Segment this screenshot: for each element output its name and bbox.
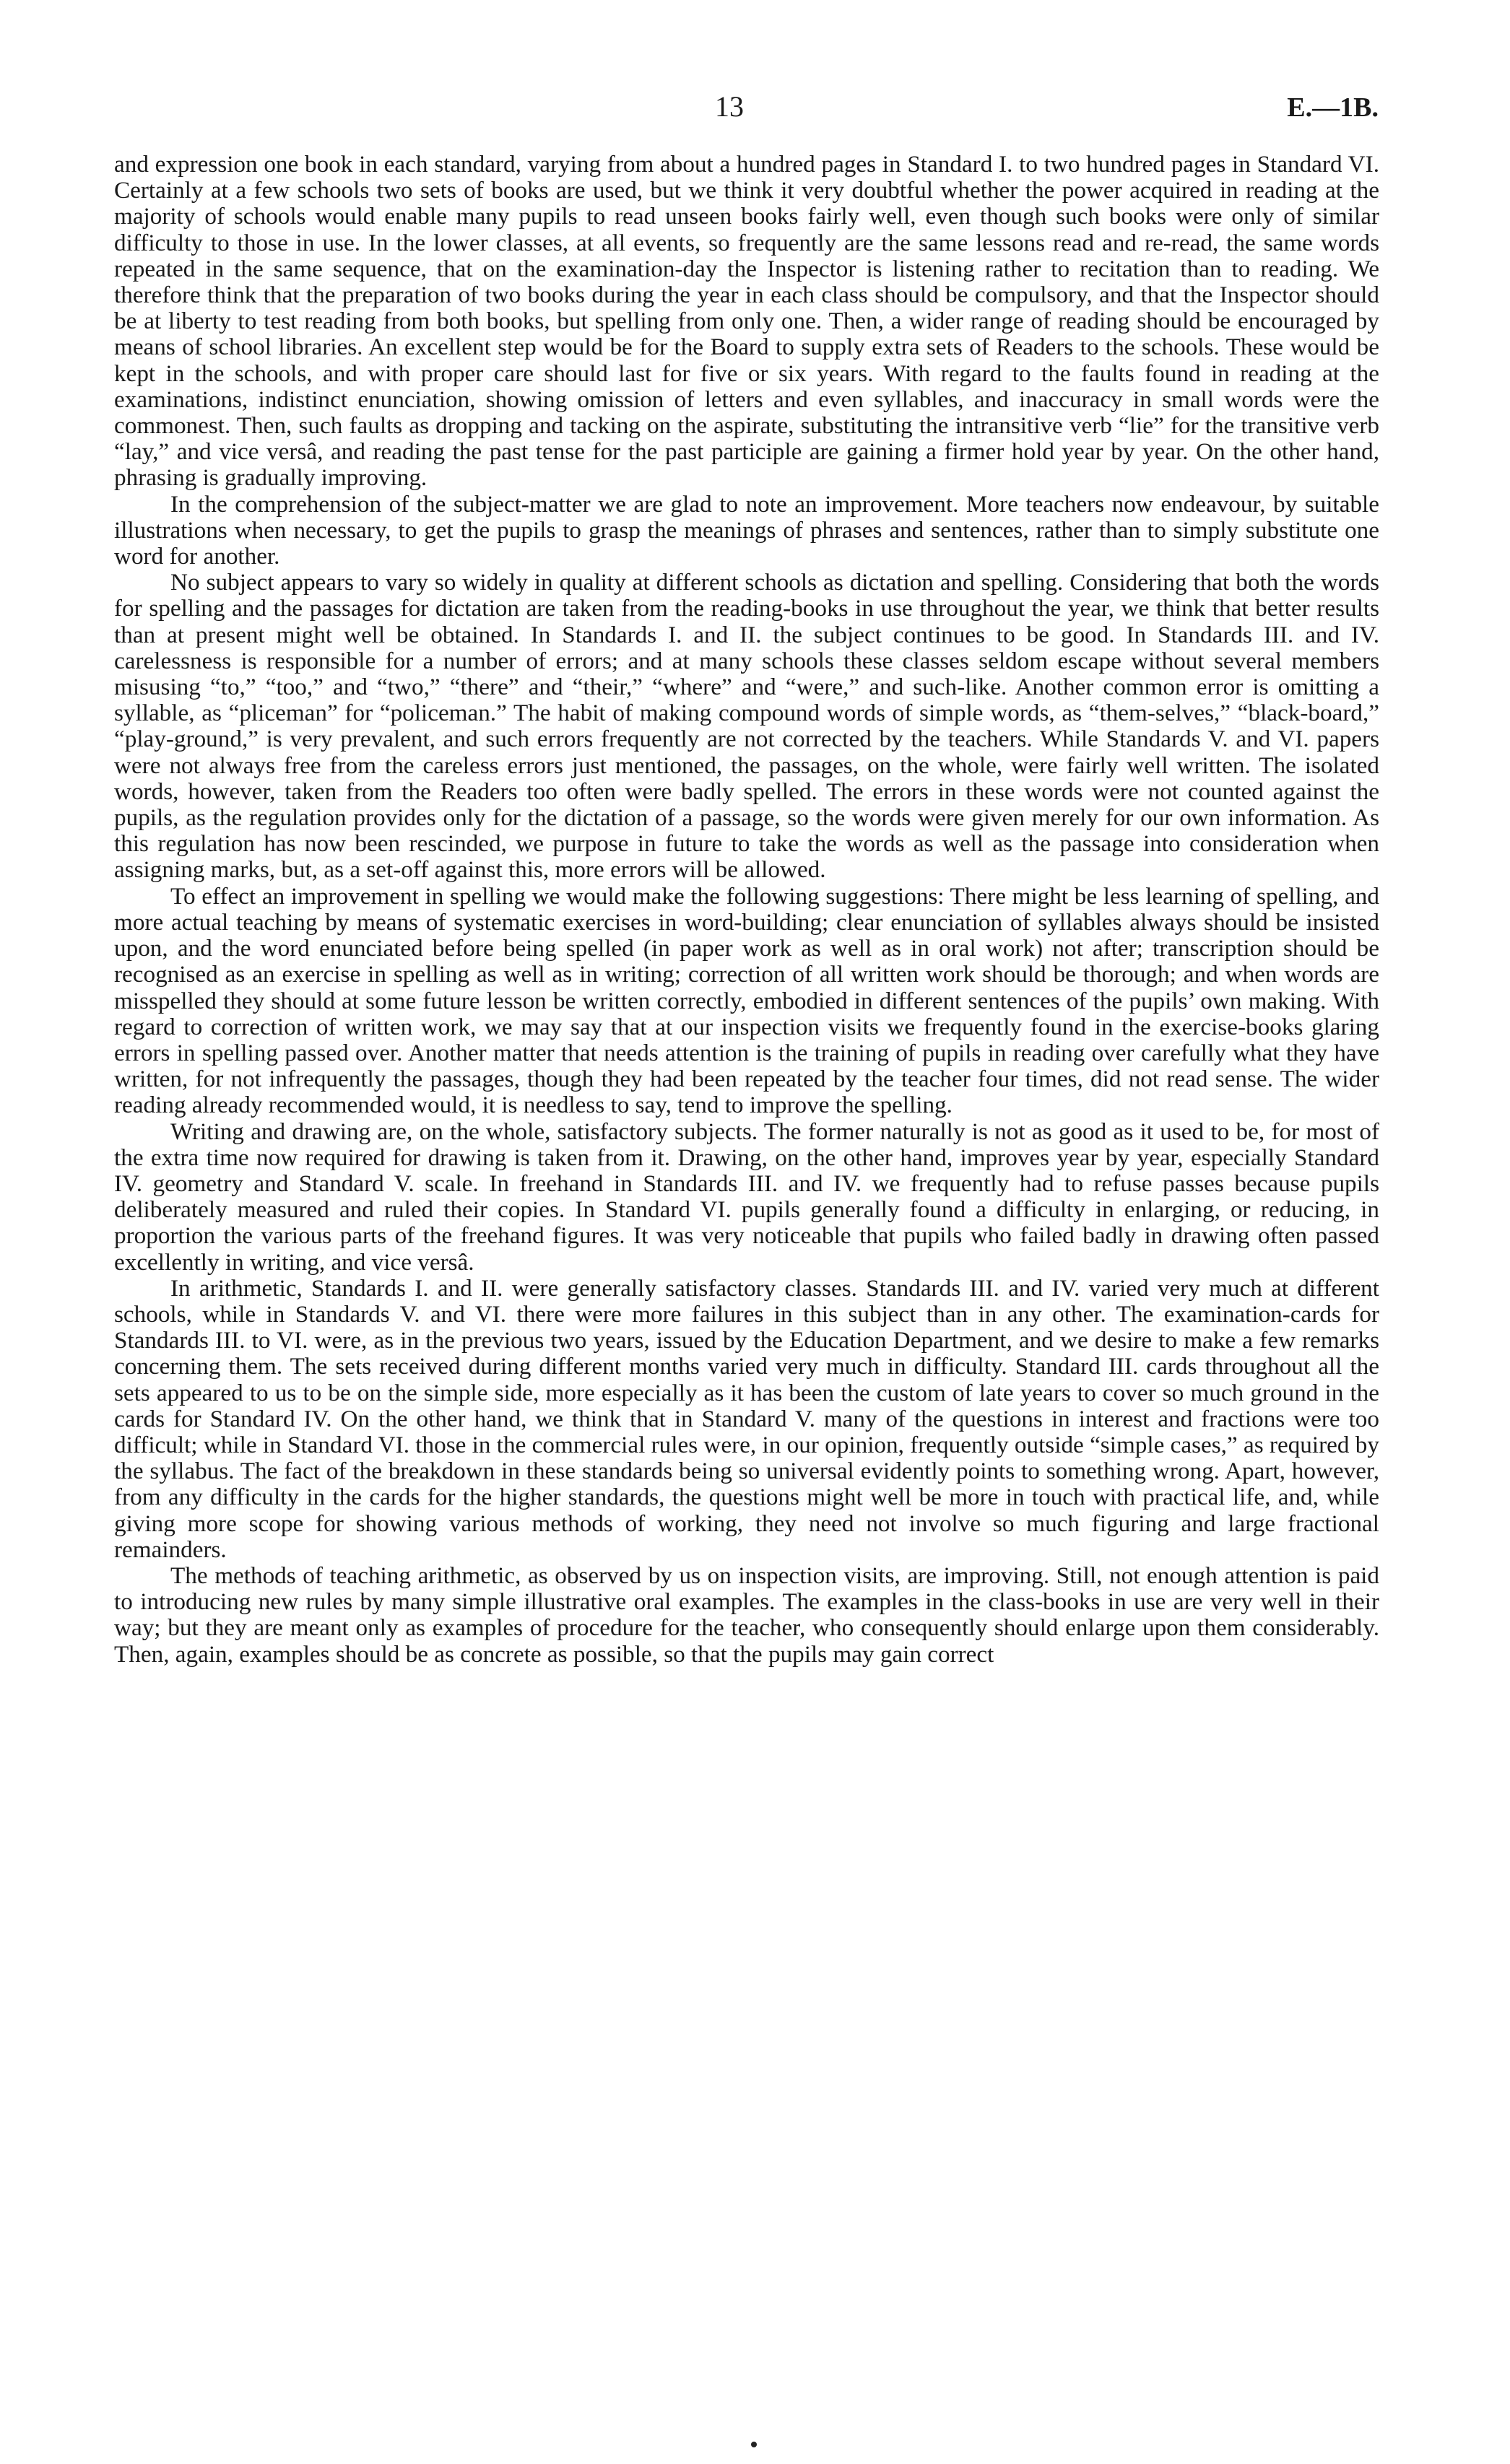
paragraph-arithmetic: In arithmetic, Standards I. and II. were generally satisfactory classes. Standards III. and IV. varied very much at different schools, while in Standards V. and VI. there were more failures in this subject than in any other. The examination-cards for Standards III. to VI. were, as in the previous two years, issued by the Education Department, and we desire to make a few remarks concerning them. The sets received during different months varied very much in difficulty. Standard III. cards throughout all the sets appeared to us to be on the simple side, more especially as it has been the custom of late years to cover so much ground in the cards for Standard IV. On the other hand, we think that in Standard V. many of the questions in interest and fractions were too difficult; while in Standard VI. those in the commercial rules were, in our opinion, frequently outside “simple cases,” as required by the syllabus. The fact of the breakdown in these standards being so universal evidently points to something wrong. Apart, however, from any difficulty in the cards for the higher standards, the questions might well be more in touch with practical life, and, while giving more scope for showing various methods of working, they need not involve so much figuring and large fractional remainders. bbox=[114, 1274, 1379, 1563]
paragraph-reading: and expression one book in each standard, varying from about a hundred pages in Standard I. to two hundred pages in Standard VI. Certainly at a few schools two sets of books are used, but we think it very doubtful whether the power acquired in reading at the majority of schools would enable many pupils to read unseen books fairly well, even though such books were only of similar difficulty to those in use. In the lower classes, at all events, so frequently are the same lessons read and re-read, the same words repeated in the same sequence, that on the examination-day the Inspector is listening rather to recitation than to reading. We therefore think that the preparation of two books during the year in each class should be compulsory, and that the Inspector should be at liberty to test reading from both books, but spelling from only one. Then, a wider range of reading should be encouraged by means of school libraries. An excellent step would be for the Board to supply extra sets of Readers to the schools. These would be kept in the schools, and with proper care should last for five or six years. With regard to the faults found in reading at the examinations, indistinct enunciation, showing omission of letters and even syllables, and inaccuracy in small words were the commonest. Then, such faults as dropping and tacking on the aspirate, substituting the intransitive verb “lie” for the transitive verb “lay,” and vice versâ, and reading the past tense for the past participle are gaining a firmer hold year by year. On the other hand, phrasing is gradually improving. bbox=[114, 151, 1379, 492]
footer-dot bbox=[751, 2442, 757, 2447]
paragraph-comprehension: In the comprehension of the subject-matter we are glad to note an improvement. More teachers now endeavour, by suitable illustrations when necessary, to get the pupils to grasp the meanings of phrases and sentences, rather than to simply substitute one word for another. bbox=[114, 490, 1379, 570]
body-text bbox=[114, 152, 1379, 1668]
paragraph-arithmetic-methods: The methods of teaching arithmetic, as observed by us on inspection visits, are improving. Still, not enough attention is paid to introducing new rules by many simple illustrative oral examples. The examples in the class-books in use are very well in their way; but they are meant only as examples of procedure for the teacher, who consequently should enlarge upon them considerably. Then, again, examples should be as concrete as possible, so that the pupils may gain correct bbox=[114, 1562, 1379, 1668]
page-number: 13 bbox=[715, 90, 744, 123]
paragraph-writing-drawing: Writing and drawing are, on the whole, satisfactory subjects. The former naturally is not as good as it used to be, for most of the extra time now required for drawing is taken from it. Drawing, on the other hand, improves year by year, especially Standard IV. geometry and Standard V. scale. In freehand in Standards III. and IV. we frequently had to refuse passes because pupils deliberately measured and ruled their copies. In Standard VI. pupils generally found a difficulty in enlarging, or reducing, in proportion the various parts of the freehand figures. It was very noticeable that pupils who failed badly in drawing often passed excellently in writing, and vice versâ. bbox=[114, 1118, 1379, 1276]
report-code: E.—1B. bbox=[1287, 92, 1379, 123]
paragraph-dictation-spelling: No subject appears to vary so widely in quality at different schools as dictation and spelling. Considering that both the words for spelling and the passages for dictation are taken from the reading-books in use throughout the year, we think that better results than at present might well be obtained. In Standards I. and II. the subject continues to be good. In Standards III. and IV. carelessness is responsible for a number of errors; and at many schools these classes seldom escape without several members misusing “to,” “too,” and “two,” “there” and “their,” “where” and “were,” and such-like. Another common error is omitting a syllable, as “pliceman” for “policeman.” The habit of making compound words of simple words, as “them-selves,” “black-board,” “play-ground,” is very prevalent, and such errors frequently are not corrected by the teachers. While Standards V. and VI. papers were not always free from the careless errors just mentioned, the passages, on the whole, were fairly well written. The isolated words, however, taken from the Readers too often were badly spelled. The errors in these words were not counted against the pupils, as the regulation provides only for the dictation of a passage, so the words were given merely for our own information. As this regulation has now been rescinded, we purpose in future to take the words as well as the passage into consideration when assigning marks, but, as a set-off against this, more errors will be allowed. bbox=[114, 569, 1379, 884]
paragraph-spelling-suggestions: To effect an improvement in spelling we would make the following suggestions: There might be less learning of spelling, and more actual teaching by means of systematic exercises in word-building; clear enunciation of syllables always should be insisted upon, and the word enunciated before being spelled (in paper work as well as in oral work) not after; transcription should be recognised as an exercise in spelling as well as in writing; correction of all written work should be thorough; and when words are misspelled they should at some future lesson be written correctly, embodied in different sentences of the pupils’ own making. With regard to correction of written work, we may say that at our inspection visits we frequently found in the exercise-books glaring errors in spelling passed over. Another matter that needs attention is the training of pupils in reading over carefully what they have written, for not infrequently the passages, though they had been repeated by the teacher four times, did not read sense. The wider reading already recommended would, it is needless to say, tend to improve the spelling. bbox=[114, 882, 1379, 1119]
